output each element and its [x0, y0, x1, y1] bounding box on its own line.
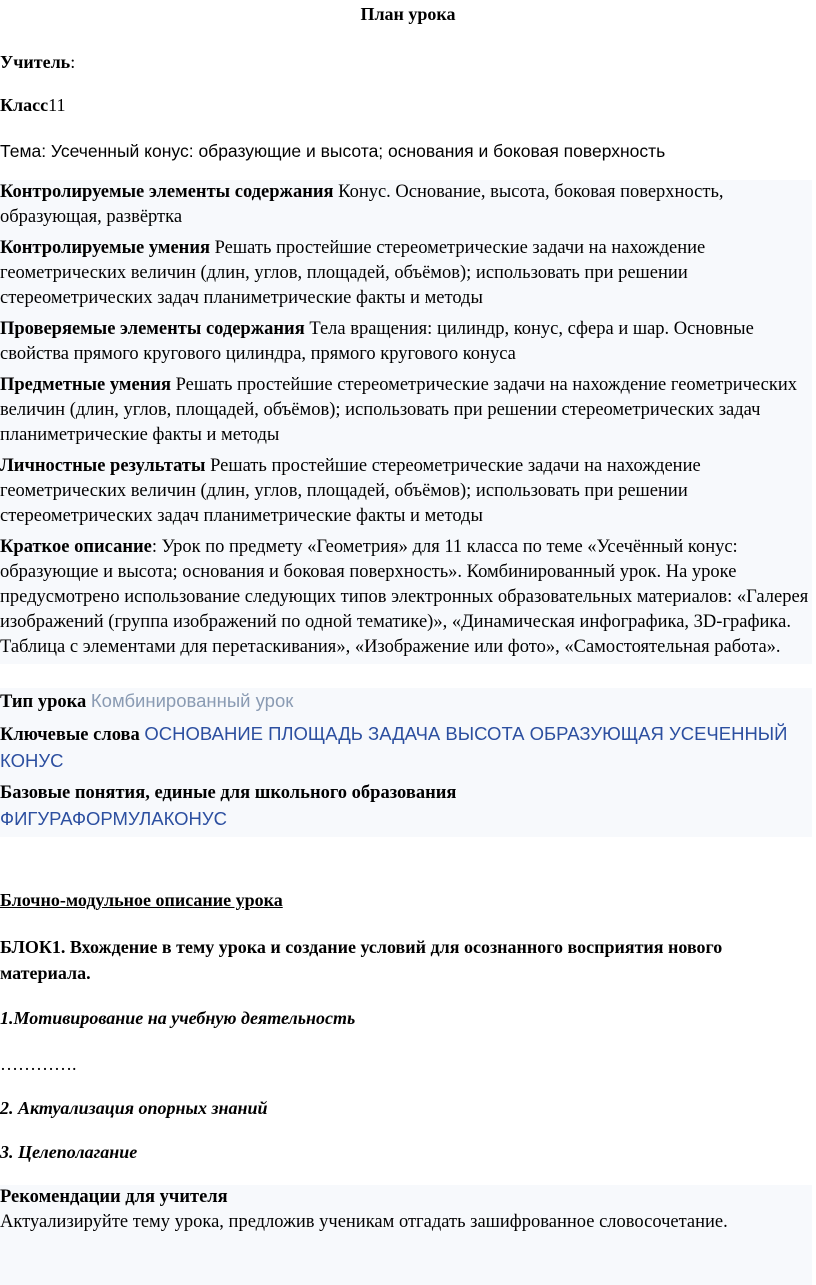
controlled-elements [0, 180, 812, 230]
keywords [0, 721, 812, 775]
checked-elements-value: Тела вращения: цилиндр, конус, сфера и шар. Основные свойства прямого кругового цилиндра, прямого кругового конуса [0, 319, 754, 364]
meta-block [0, 688, 812, 837]
class-line [0, 93, 65, 117]
teacher-label: Учитель [0, 52, 71, 72]
class-label: Класс [0, 95, 49, 115]
base-concepts [0, 781, 812, 833]
short-description-label: Краткое описание [0, 537, 152, 557]
personal-results [0, 454, 812, 529]
recommendations-block [0, 1185, 812, 1285]
checked-elements [0, 317, 812, 367]
controlled-elements-value: Конус. Основание, высота, боковая поверхность, образующая, развёртка [0, 182, 724, 227]
subject-skills-value: Решать простейшие стереометрические задачи на нахождение геометрических величин (длин, углов, площадей, объёмов); использовать при решении стереометрических задач планиметрические факты и методы [0, 375, 798, 445]
teacher-separator: : [70, 52, 76, 72]
subject-skills-label: Предметные умения [0, 375, 171, 395]
base-concepts-value: ФИГУРАФОРМУЛАКОНУС [0, 808, 228, 829]
lesson-type-label: Тип урока [0, 692, 87, 712]
class-value: 11 [48, 95, 66, 115]
short-description-separator: : [151, 537, 157, 557]
controlled-elements-label: Контролируемые элементы содержания [0, 182, 334, 202]
personal-results-value: Решать простейшие стереометрические задачи на нахождение геометрических величин (длин, углов, площадей, объёмов); использовать при решении стереометрических задач планиметрические факты и методы [0, 456, 701, 526]
keywords-value: ОСНОВАНИЕ ПЛОЩАДЬ ЗАДАЧА ВЫСОТА ОБРАЗУЮЩАЯ УСЕЧЕННЫЙ КОНУС [0, 723, 788, 771]
recommendations-label: Рекомендации для учителя [0, 1187, 228, 1207]
step-1-heading: 1.Мотивирование на учебную деятельность [0, 1008, 356, 1028]
topic-line: Тема: Усеченный конус: образующие и высота; основания и боковая поверхность [0, 141, 666, 161]
teacher-line [0, 50, 75, 74]
modular-heading: Блочно-модульное описание урока [0, 890, 283, 910]
dots-placeholder: …………. [0, 1054, 77, 1074]
subject-skills [0, 373, 812, 448]
short-description-value: Урок по предмету «Геометрия» для 11 класса по теме «Усечённый конус: образующие и высота; основания и боковая поверхность». Комбинированный урок. На уроке предусмотрено использование следующих типов электронных образовательных материалов: «Галерея изображений (группа изображений по одной тематике)», «Динамическая инфографика, 3D-графика. Таблица с элементами для перетаскивания», «Изображение или фото», «Самостоятельная работа». [0, 537, 809, 657]
controlled-skills-label: Контролируемые умения [0, 238, 211, 258]
step-2-heading: 2. Актуализация опорных знаний [0, 1098, 268, 1118]
controlled-skills-value: Решать простейшие стереометрические задачи на нахождение геометрических величин (длин, углов, площадей, объёмов); использовать при решении стереометрических задач планиметрические факты и методы [0, 238, 706, 308]
short-description [0, 535, 812, 660]
block1-heading: БЛОК1. Вхождение в тему урока и создание условий для осознанного восприятия нового материала. [0, 937, 723, 983]
page-title: План урока [360, 4, 456, 24]
base-concepts-label: Базовые понятия, единые для школьного образования [0, 783, 457, 803]
keywords-label: Ключевые слова [0, 725, 140, 745]
lesson-type-value: Комбинированный урок [90, 690, 294, 711]
lesson-type [0, 688, 812, 715]
recommendations-text: Актуализируйте тему урока, предложив ученикам отгадать зашифрованное словосочетание. [0, 1212, 728, 1232]
content-block [0, 180, 812, 664]
personal-results-label: Личностные результаты [0, 456, 206, 476]
checked-elements-label: Проверяемые элементы содержания [0, 319, 305, 339]
step-3-heading: 3. Целеполагание [0, 1142, 138, 1162]
controlled-skills [0, 236, 812, 311]
